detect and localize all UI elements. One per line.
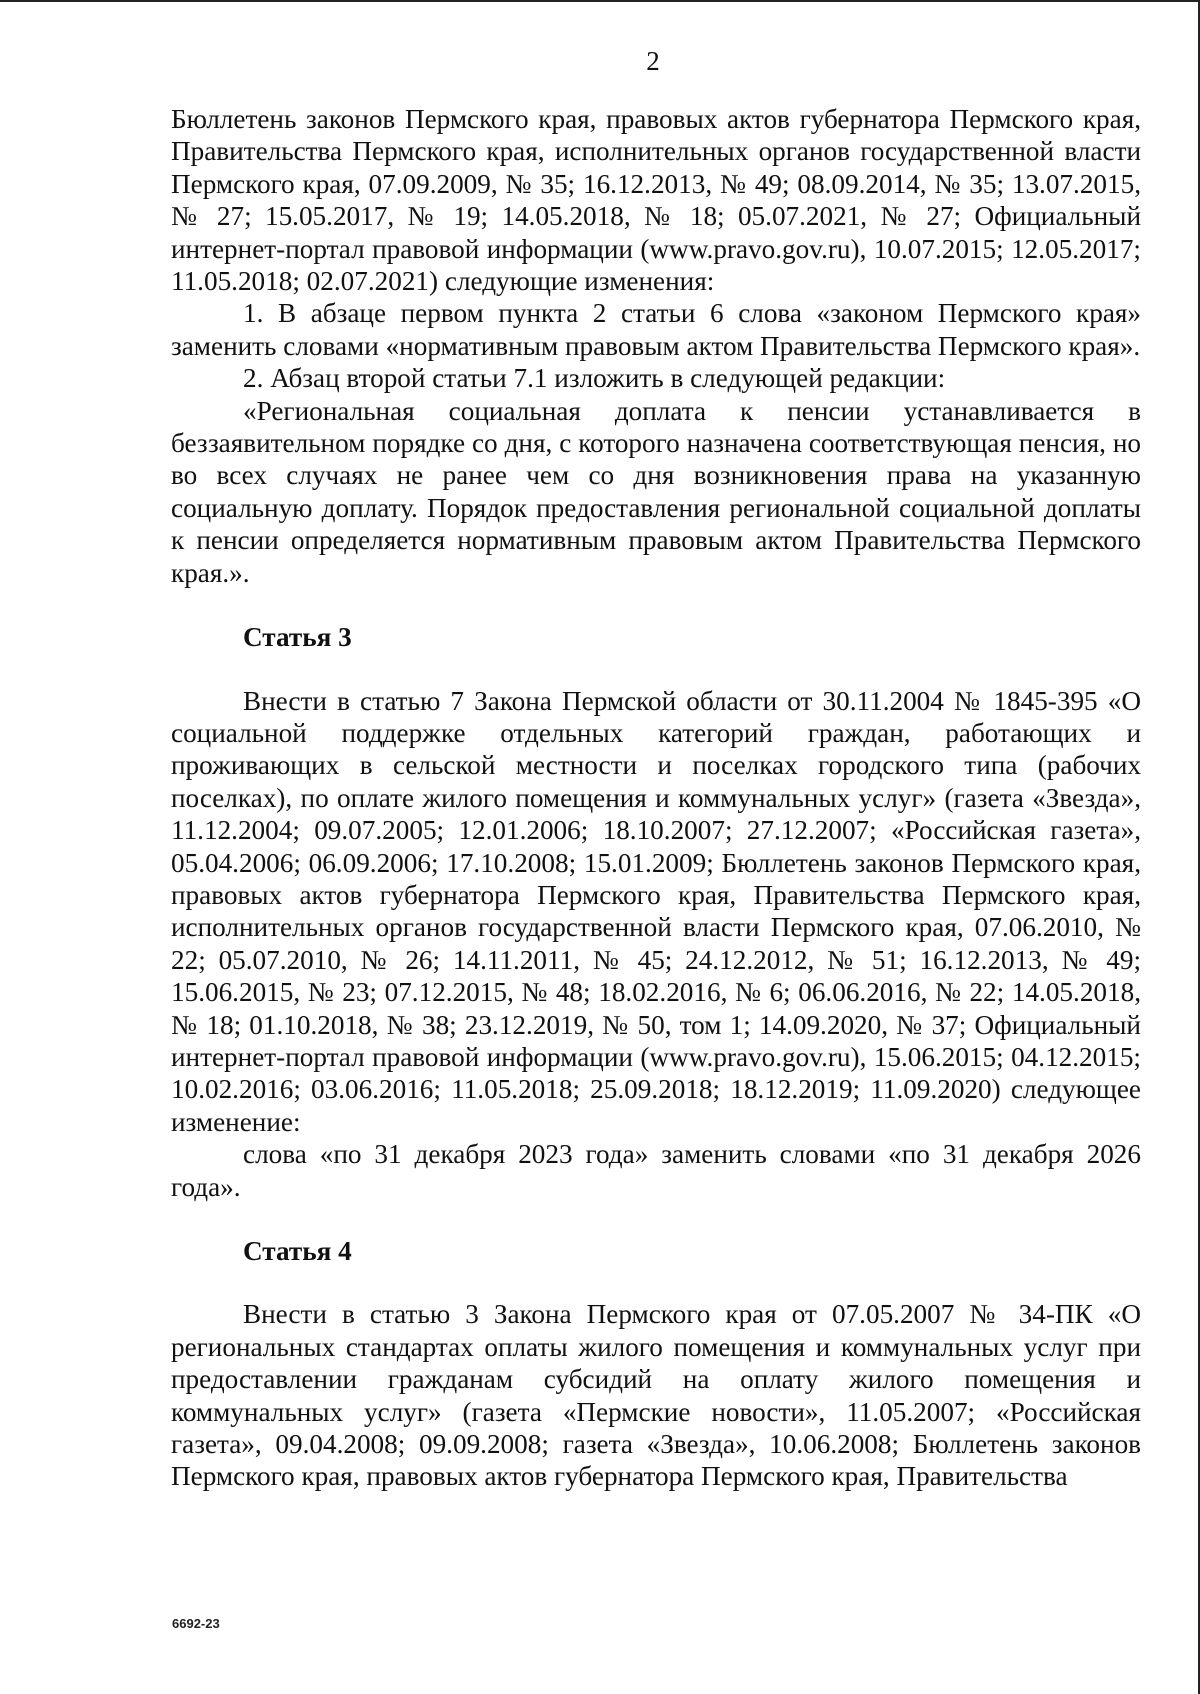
page-number: 2: [646, 46, 660, 76]
spacer: [171, 654, 1141, 685]
document-body: [171, 103, 1141, 1493]
article-4-paragraph: Внести в статью 3 Закона Пермского края от 07.05.2007 № 34-ПК «О региональных стандартах оплаты жилого помещения и коммунальных услуг при предоставлении гражданам субсидий на оплату жилого помещения и коммунальных услуг» (газета «Пермские новости», 11.05.2007; «Российская газета», 09.04.2008; 09.09.2008; газета «Звезда», 10.06.2008; Бюллетень законов Пермского края, правовых актов губернатора Пермского края, Правительства: [171, 1299, 1141, 1492]
amendment-quote: «Региональная социальная доплата к пенсии устанавливается в беззаявительном порядке со дня, с которого назначена соответствующая пенсия, но во всех случаях не ранее чем со дня возникновения права на указанную социальную доплату. Порядок предоставления региональной социальной доплаты к пенсии определяется нормативным правовым актом Правительства Пермского края.».: [171, 395, 1141, 588]
article-3-heading: Статья 3: [243, 622, 352, 653]
document-code: 6692-23: [172, 1616, 220, 1631]
article-3-paragraph: слова «по 31 декабря 2023 года» заменить словами «по 31 декабря 2026 года».: [171, 1139, 1141, 1202]
article-3-paragraph: Внести в статью 7 Закона Пермской области от 30.11.2004 № 1845-395 «О социальной поддержке отдельных категорий граждан, работающих и проживающих в сельской местности и поселках городского типа (рабочих поселках), по оплате жилого помещения и коммунальных услуг» (газета «Звезда», 11.12.2004; 09.07.2005; 12.01.2006; 18.10.2007; 27.12.2007; «Российская газета», 05.04.2006; 06.09.2006; 17.10.2008; 15.01.2009; Бюллетень законов Пермского края, правовых актов губернатора Пермского края, Правительства Пермского края, исполнительных органов государственной власти Пермского края, 07.06.2010, № 22; 05.07.2010, № 26; 14.11.2011, № 45; 24.12.2012, № 51; 16.12.2013, № 49; 15.06.2015, № 23; 07.12.2015, № 48; 18.02.2016, № 6; 06.06.2016, № 22; 14.05.2018, № 18; 01.10.2018, № 38; 23.12.2019, № 50, том 1; 14.09.2020, № 37; Официальный интернет-портал правовой информации (www.pravo.gov.ru), 15.06.2015; 04.12.2015; 10.02.2016; 03.06.2016; 11.05.2018; 25.09.2018; 18.12.2019; 11.09.2020) следующее изменение:: [171, 685, 1141, 1137]
spacer: [171, 589, 1141, 621]
amendment-item-2: 2. Абзац второй статьи 7.1 изложить в следующей редакции:: [243, 363, 946, 394]
spacer: [171, 1203, 1141, 1235]
amendment-item-1: 1. В абзаце первом пункта 2 статьи 6 слова «законом Пермского края» заменить словами «нормативным правовым актом Правительства Пермского края».: [171, 298, 1141, 361]
intro-paragraph: Бюллетень законов Пермского края, правовых актов губернатора Пермского края, Правительства Пермского края, исполнительных органов государственной власти Пермского края, 07.09.2009, № 35; 16.12.2013, № 49; 08.09.2014, № 35; 13.07.2015, № 27; 15.05.2017, № 19; 14.05.2018, № 18; 05.07.2021, № 27; Официальный интернет-портал правовой информации (www.pravo.gov.ru), 10.07.2015; 12.05.2017; 11.05.2018; 02.07.2021) следующие изменения:: [171, 104, 1141, 297]
article-4-heading: Статья 4: [243, 1236, 352, 1266]
spacer: [171, 1267, 1141, 1298]
